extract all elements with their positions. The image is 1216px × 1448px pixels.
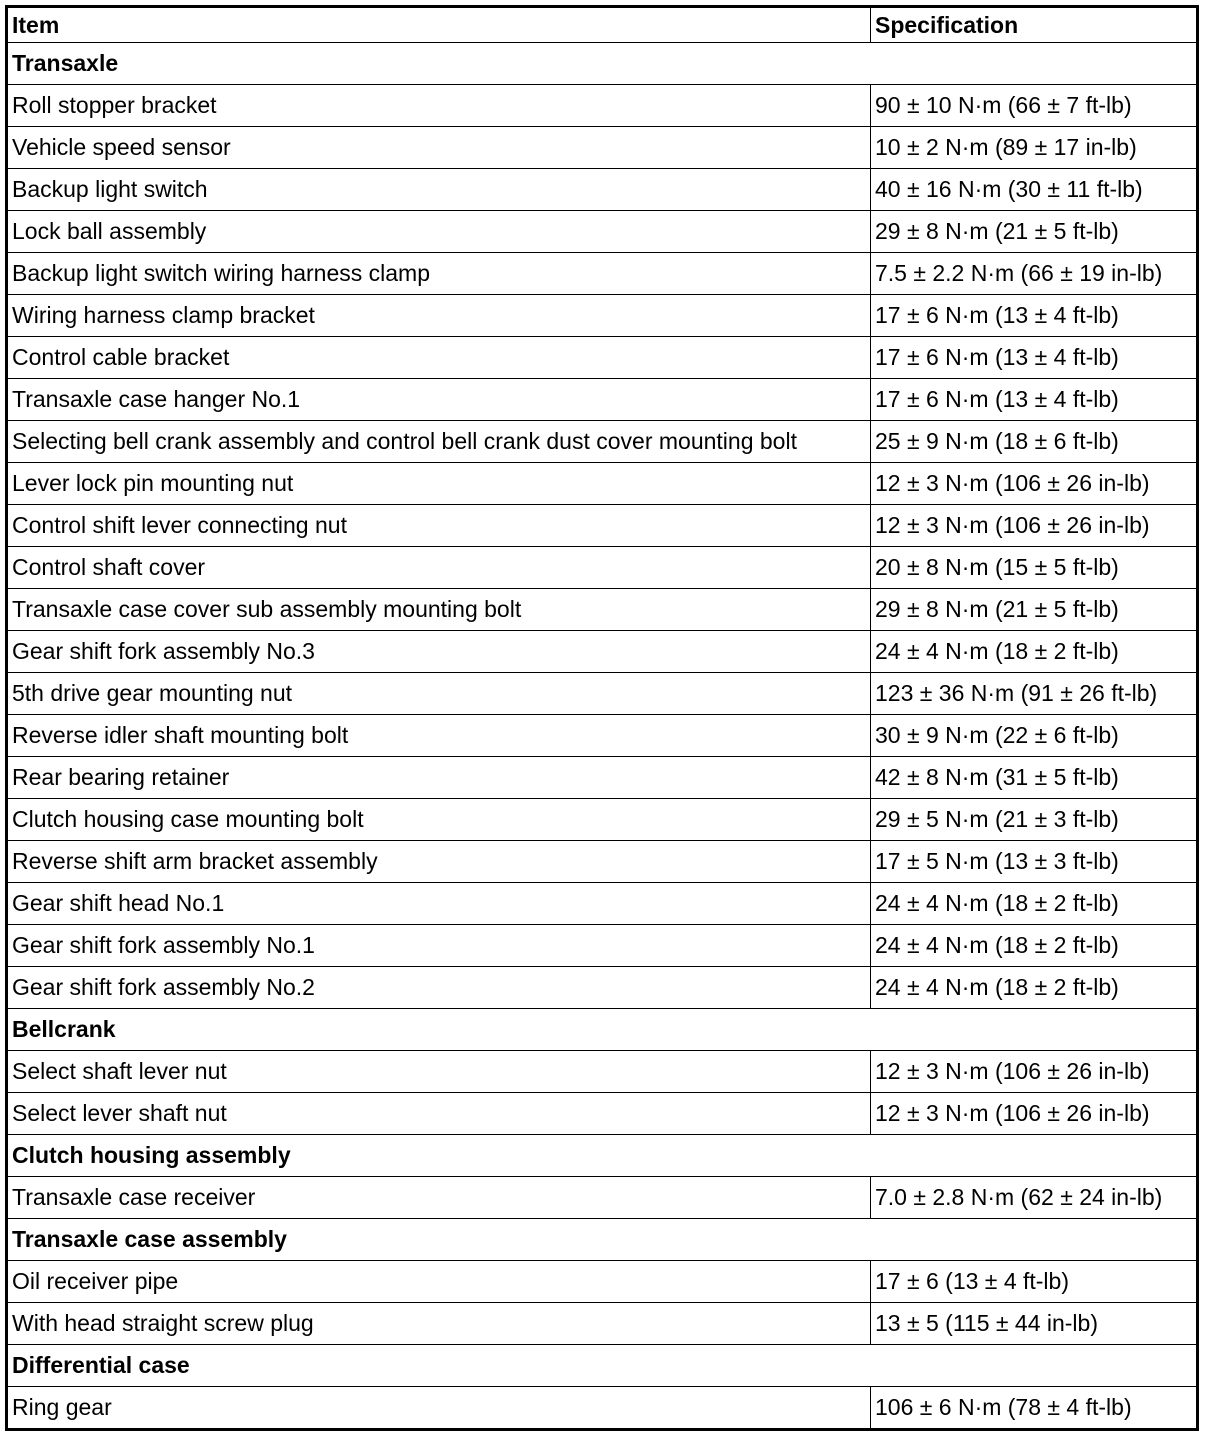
specification-cell: 17 ± 6 N·m (13 ± 4 ft-lb)	[871, 379, 1198, 421]
item-cell: Control shaft cover	[7, 547, 871, 589]
specification-cell: 12 ± 3 N·m (106 ± 26 in-lb)	[871, 1051, 1198, 1093]
table-row	[7, 799, 1198, 841]
specification-cell: 25 ± 9 N·m (18 ± 6 ft-lb)	[871, 421, 1198, 463]
specification-cell: 17 ± 6 N·m (13 ± 4 ft-lb)	[871, 295, 1198, 337]
specification-cell: 17 ± 6 N·m (13 ± 4 ft-lb)	[871, 337, 1198, 379]
item-cell: Wiring harness clamp bracket	[7, 295, 871, 337]
table-row	[7, 169, 1198, 211]
specification-cell: 106 ± 6 N·m (78 ± 4 ft-lb)	[871, 1387, 1198, 1430]
item-cell: Reverse shift arm bracket assembly	[7, 841, 871, 883]
table-row	[7, 85, 1198, 127]
section-header-row	[7, 1009, 1198, 1051]
item-cell: Transaxle case receiver	[7, 1177, 871, 1219]
item-cell: Backup light switch wiring harness clamp	[7, 253, 871, 295]
item-cell: Rear bearing retainer	[7, 757, 871, 799]
table-row	[7, 1387, 1198, 1430]
item-cell: Lock ball assembly	[7, 211, 871, 253]
item-cell: 5th drive gear mounting nut	[7, 673, 871, 715]
table-row	[7, 421, 1198, 463]
table-row	[7, 673, 1198, 715]
section-title: Transaxle	[7, 43, 1198, 85]
section-header-row	[7, 1345, 1198, 1387]
table-row	[7, 841, 1198, 883]
specification-cell: 24 ± 4 N·m (18 ± 2 ft-lb)	[871, 631, 1198, 673]
table-body	[7, 43, 1198, 1430]
specification-cell: 30 ± 9 N·m (22 ± 6 ft-lb)	[871, 715, 1198, 757]
specification-cell: 90 ± 10 N·m (66 ± 7 ft-lb)	[871, 85, 1198, 127]
item-cell: Backup light switch	[7, 169, 871, 211]
specification-cell: 17 ± 5 N·m (13 ± 3 ft-lb)	[871, 841, 1198, 883]
item-cell: Gear shift fork assembly No.2	[7, 967, 871, 1009]
specification-cell: 12 ± 3 N·m (106 ± 26 in-lb)	[871, 505, 1198, 547]
item-cell: Select lever shaft nut	[7, 1093, 871, 1135]
specification-cell: 24 ± 4 N·m (18 ± 2 ft-lb)	[871, 925, 1198, 967]
item-cell: With head straight screw plug	[7, 1303, 871, 1345]
table-row	[7, 463, 1198, 505]
specification-cell: 7.5 ± 2.2 N·m (66 ± 19 in-lb)	[871, 253, 1198, 295]
item-cell: Vehicle speed sensor	[7, 127, 871, 169]
item-cell: Control cable bracket	[7, 337, 871, 379]
specification-cell: 12 ± 3 N·m (106 ± 26 in-lb)	[871, 1093, 1198, 1135]
item-cell: Gear shift fork assembly No.3	[7, 631, 871, 673]
table-header-row	[7, 7, 1198, 43]
section-title: Clutch housing assembly	[7, 1135, 1198, 1177]
specification-cell: 40 ± 16 N·m (30 ± 11 ft-lb)	[871, 169, 1198, 211]
table-row	[7, 505, 1198, 547]
table-row	[7, 1093, 1198, 1135]
item-cell: Transaxle case hanger No.1	[7, 379, 871, 421]
table-row	[7, 295, 1198, 337]
table-row	[7, 715, 1198, 757]
section-header-row	[7, 1219, 1198, 1261]
table-row	[7, 1303, 1198, 1345]
table-row	[7, 127, 1198, 169]
item-cell: Gear shift fork assembly No.1	[7, 925, 871, 967]
section-title: Bellcrank	[7, 1009, 1198, 1051]
table-row	[7, 211, 1198, 253]
specification-cell: 29 ± 8 N·m (21 ± 5 ft-lb)	[871, 211, 1198, 253]
specification-cell: 42 ± 8 N·m (31 ± 5 ft-lb)	[871, 757, 1198, 799]
item-cell: Roll stopper bracket	[7, 85, 871, 127]
specification-cell: 13 ± 5 (115 ± 44 in-lb)	[871, 1303, 1198, 1345]
table-row	[7, 1261, 1198, 1303]
specification-cell: 24 ± 4 N·m (18 ± 2 ft-lb)	[871, 883, 1198, 925]
section-title: Differential case	[7, 1345, 1198, 1387]
item-cell: Ring gear	[7, 1387, 871, 1430]
specification-cell: 17 ± 6 (13 ± 4 ft-lb)	[871, 1261, 1198, 1303]
section-header-row	[7, 1135, 1198, 1177]
specification-cell: 20 ± 8 N·m (15 ± 5 ft-lb)	[871, 547, 1198, 589]
item-cell: Transaxle case cover sub assembly mounting bolt	[7, 589, 871, 631]
specification-cell: 123 ± 36 N·m (91 ± 26 ft-lb)	[871, 673, 1198, 715]
specification-cell: 10 ± 2 N·m (89 ± 17 in-lb)	[871, 127, 1198, 169]
table-row	[7, 1177, 1198, 1219]
specification-cell: 24 ± 4 N·m (18 ± 2 ft-lb)	[871, 967, 1198, 1009]
specification-cell: 12 ± 3 N·m (106 ± 26 in-lb)	[871, 463, 1198, 505]
table-row	[7, 925, 1198, 967]
table-row	[7, 253, 1198, 295]
table-row	[7, 547, 1198, 589]
table-row	[7, 1051, 1198, 1093]
item-cell: Control shift lever connecting nut	[7, 505, 871, 547]
table-row	[7, 589, 1198, 631]
item-cell: Select shaft lever nut	[7, 1051, 871, 1093]
item-column-header: Item	[7, 7, 871, 43]
torque-specification-table	[5, 5, 1199, 1431]
item-cell: Reverse idler shaft mounting bolt	[7, 715, 871, 757]
specification-column-header: Specification	[871, 7, 1198, 43]
item-cell: Oil receiver pipe	[7, 1261, 871, 1303]
table-row	[7, 631, 1198, 673]
item-cell: Lever lock pin mounting nut	[7, 463, 871, 505]
table-row	[7, 379, 1198, 421]
section-title: Transaxle case assembly	[7, 1219, 1198, 1261]
item-cell: Clutch housing case mounting bolt	[7, 799, 871, 841]
section-header-row	[7, 43, 1198, 85]
table-row	[7, 883, 1198, 925]
specification-cell: 7.0 ± 2.8 N·m (62 ± 24 in-lb)	[871, 1177, 1198, 1219]
item-cell: Selecting bell crank assembly and control bell crank dust cover mounting bolt	[7, 421, 871, 463]
table-row	[7, 337, 1198, 379]
specification-cell: 29 ± 8 N·m (21 ± 5 ft-lb)	[871, 589, 1198, 631]
table-row	[7, 757, 1198, 799]
specification-cell: 29 ± 5 N·m (21 ± 3 ft-lb)	[871, 799, 1198, 841]
table-row	[7, 967, 1198, 1009]
item-cell: Gear shift head No.1	[7, 883, 871, 925]
